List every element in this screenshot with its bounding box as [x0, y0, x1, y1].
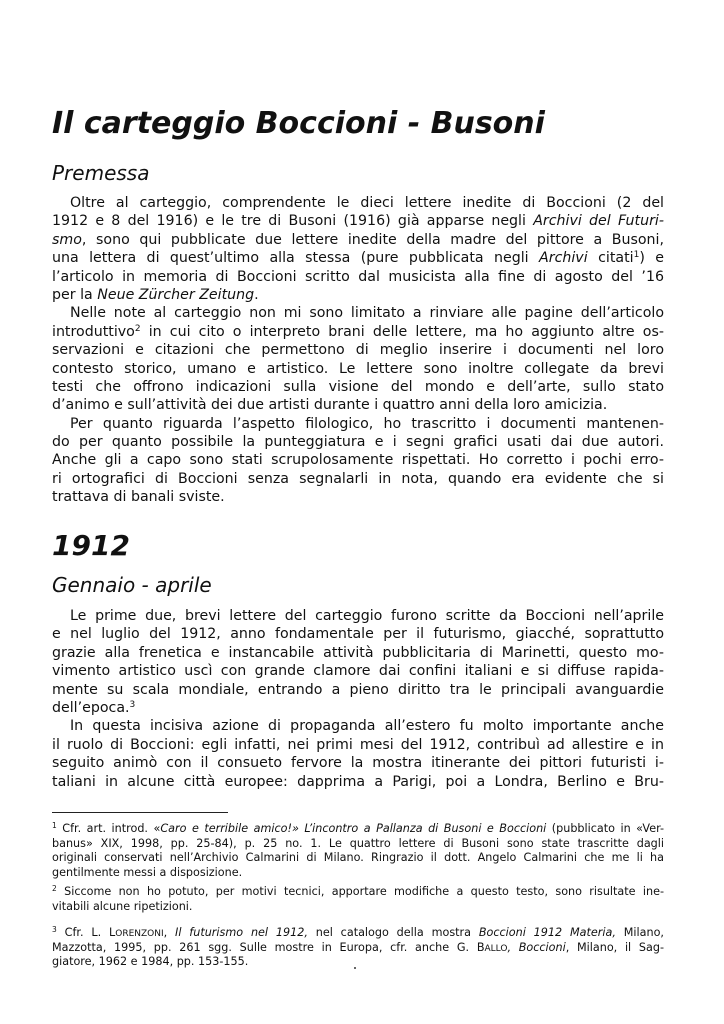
text-line: una lettera di quest’ultimo alla stessa (pure pubblicata negli Archivi citati$^1$) e: [52, 250, 664, 267]
text-line: e nel luglio del 1912, anno fondamentale per il futurismo, giacché, soprattutto: [52, 626, 664, 643]
footnote-line: vitabili alcune ripetizioni.: [52, 899, 193, 913]
text-line: Nelle note al carteggio non mi sono limitato a rinviare alle pagine dell’articolo: [70, 305, 664, 322]
text-line: Le prime due, brevi lettere del carteggio furono scritte da Boccioni nell’aprile: [70, 608, 664, 624]
footnote-line: giatore, 1962 e 1984, pp. 153-155.: [52, 955, 249, 969]
text-line: contesto storico, umano e artistico. Le lettere sono inoltre collegate da brevi: [52, 360, 664, 377]
footnote-number: 1: [52, 821, 57, 830]
footnote-ref-2: 2: [134, 323, 141, 334]
year-heading: 1912: [52, 529, 130, 562]
footnote-line: $^1$ Cfr. art. introd. «Caro e terribile amico!» L’incontro a Pallanza di Busoni e Boccioni (pubblicato in «Ver-: [52, 821, 665, 835]
text-line: servazioni e citazioni che permettono di meglio inserire i documenti nel loro: [52, 342, 664, 359]
footnote-line: gentilmente messi a disposizione.: [52, 865, 243, 879]
text-line: smo, sono qui pubblicate due lettere inedite della madre del pittore a Busoni,: [52, 231, 664, 248]
text-line: In questa incisiva azione di propaganda all’estero fu molto importante anche: [70, 718, 664, 735]
footnote-line: originali conservati nell’Archivio Calmarini di Milano. Ringrazio il dott. Angelo Calmarini che me li ha: [52, 851, 664, 865]
footnote-number: 3: [52, 925, 57, 934]
text-line: 1912 e 8 del 1916) e le tre di Busoni (1916) già apparse negli Archivi del Futuri-: [52, 213, 664, 230]
text-line: do per quanto possibile la punteggiatura e i segni grafici usati dai due autori.: [52, 434, 664, 451]
page-mark: [354, 967, 356, 969]
footnote-line: $^3$ Cfr. L. LORENZONI, Il futurismo nel 1912, nel catalogo della mostra Boccioni 1912 Materia, Milano,: [52, 925, 664, 939]
footnote-ref-3: 3: [129, 699, 136, 710]
footnote-1: [52, 822, 664, 880]
gennaio-text: [52, 607, 664, 791]
text-line: Oltre al carteggio, comprendente le dieci lettere inedite di Boccioni (2 del: [70, 195, 664, 211]
text-line: trattava di banali sviste.: [52, 489, 225, 506]
text-line: per la Neue Zürcher Zeitung.: [52, 286, 259, 303]
section-heading-gennaio-aprile: Gennaio - aprile: [52, 573, 212, 597]
text-line: taliani in alcune città europee: dapprima a Parigi, poi a Londra, Berlino e Bru-: [52, 773, 664, 790]
footnote-3: [52, 926, 664, 970]
footnote-divider: [52, 812, 228, 813]
text-line: l’articolo in memoria di Boccioni scritto dal musicista alla fine di agosto del ’16: [52, 268, 664, 285]
premessa-text: [52, 194, 664, 507]
text-line: introduttivo$^2$ in cui cito o interpreto brani delle lettere, ma ho aggiunto altre os-: [52, 323, 664, 340]
text-line: grazie alla frenetica e instancabile attività pubblicitaria di Marinetti, questo mo-: [52, 644, 664, 661]
footnote-line: Mazzotta, 1995, pp. 261 sgg. Sulle mostre in Europa, cfr. anche G. BALLO, Boccioni, Milano, il Sag-: [52, 940, 664, 954]
footnote-number: 2: [52, 884, 57, 893]
text-line: vimento artistico uscì con grande clamore dai confini italiani e si diffuse rapida-: [52, 663, 664, 680]
footnote-2: [52, 885, 664, 914]
text-line: il ruolo di Boccioni: egli infatti, nei primi mesi del 1912, contribuì ad allestire e in: [52, 736, 664, 753]
text-line: seguito animò con il consueto fervore la mostra itinerante dei pittori futuristi i-: [52, 755, 664, 772]
footnote-line: $^2$ Siccome non ho potuto, per motivi tecnici, apportare modifiche a questo testo, sono risultate ine-: [52, 884, 664, 898]
text-line: Anche gli a capo sono stati scrupolosamente rispettati. Ho corretto i pochi erro-: [52, 452, 664, 469]
section-heading-premessa: Premessa: [52, 161, 150, 185]
text-line: mente su scala mondiale, entrando a pieno diritto tra le principali avanguardie: [52, 681, 664, 698]
footnote-line: banus» XIX, 1998, pp. 25-84), p. 25 no. 1. Le quattro lettere di Busoni sono state trascritte dagli: [52, 836, 664, 850]
text-line: dell’epoca.$^3$: [52, 699, 136, 716]
document-title: Il carteggio Boccioni - Busoni: [52, 106, 545, 141]
text-line: Per quanto riguarda l’aspetto filologico, ho trascritto i documenti mantenen-: [70, 415, 664, 432]
text-line: testi che offrono indicazioni sulla visione del mondo e dell’arte, sullo stato: [52, 378, 664, 395]
text-line: ri ortografici di Boccioni senza segnalarli in nota, quando era evidente che si: [52, 470, 664, 487]
text-line: d’animo e sull’attività dei due artisti durante i quattro anni della loro amicizia.: [52, 397, 608, 414]
footnote-ref-1: 1: [633, 250, 640, 261]
